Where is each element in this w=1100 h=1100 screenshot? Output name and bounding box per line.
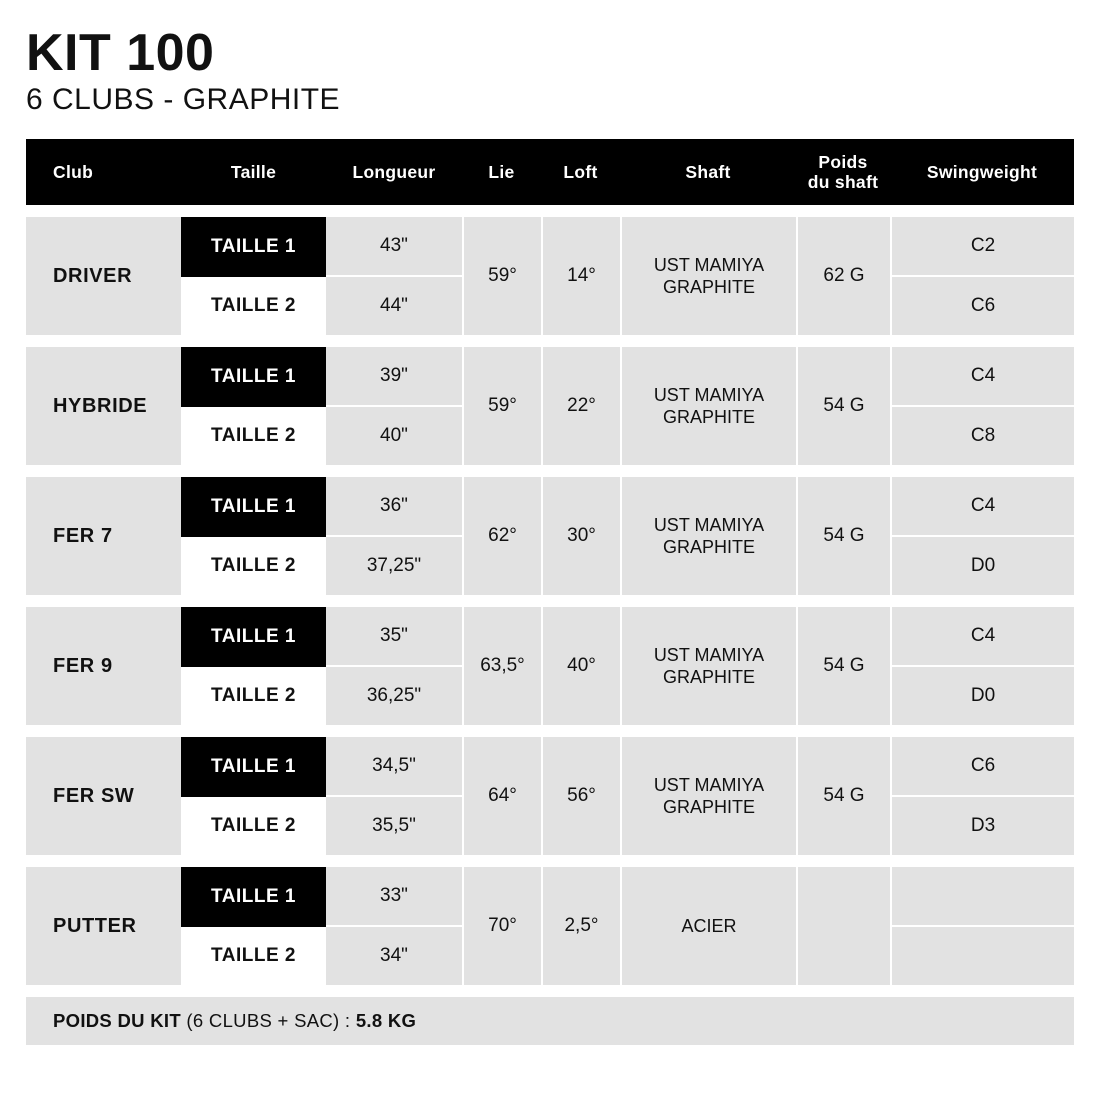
cell-swingweight-2: D3 bbox=[890, 797, 1074, 855]
cell-shaft-line2: GRAPHITE bbox=[662, 667, 755, 688]
cell-shaft-line2: GRAPHITE bbox=[662, 797, 755, 818]
cell-swingweight-2 bbox=[890, 927, 1074, 985]
cell-loft: 22° bbox=[541, 347, 620, 465]
cell-length-1: 33" bbox=[326, 867, 462, 927]
cell-swingweight-1: C6 bbox=[890, 737, 1074, 797]
cell-lie: 59° bbox=[462, 217, 541, 335]
cell-size-2: TAILLE 2 bbox=[181, 277, 326, 335]
cell-lie: 70° bbox=[462, 867, 541, 985]
cell-shaft-weight: 54 G bbox=[796, 477, 890, 595]
cell-swingweight-2: D0 bbox=[890, 667, 1074, 725]
cell-size-2: TAILLE 2 bbox=[181, 537, 326, 595]
cell-shaft-line2: GRAPHITE bbox=[662, 537, 755, 558]
cell-swingweight-1: C4 bbox=[890, 347, 1074, 407]
cell-size-1: TAILLE 1 bbox=[181, 217, 326, 277]
page-title: KIT 100 bbox=[26, 24, 215, 82]
cell-shaft bbox=[620, 867, 796, 985]
kit-weight-footer bbox=[26, 997, 1074, 1045]
page-subtitle: 6 CLUBS - GRAPHITE bbox=[26, 82, 341, 116]
cell-lie: 63,5° bbox=[462, 607, 541, 725]
kit-weight-value: 5.8 KG bbox=[355, 1010, 417, 1032]
cell-shaft-line2: GRAPHITE bbox=[662, 277, 755, 298]
row-spacer bbox=[26, 595, 1074, 607]
cell-length-1: 36" bbox=[326, 477, 462, 537]
cell-lie: 64° bbox=[462, 737, 541, 855]
cell-club: FER 9 bbox=[26, 607, 181, 725]
cell-shaft bbox=[620, 347, 796, 465]
cell-swingweight-1: C2 bbox=[890, 217, 1074, 277]
cell-club: HYBRIDE bbox=[26, 347, 181, 465]
cell-shaft-line1: UST MAMIYA bbox=[653, 774, 765, 795]
cell-length-1: 39" bbox=[326, 347, 462, 407]
cell-length-2: 40" bbox=[326, 407, 462, 465]
table-row bbox=[26, 737, 1074, 797]
cell-size-2: TAILLE 2 bbox=[181, 927, 326, 985]
col-header-club: Club bbox=[53, 162, 94, 183]
cell-lie: 59° bbox=[462, 347, 541, 465]
cell-loft: 40° bbox=[541, 607, 620, 725]
cell-length-1: 35" bbox=[326, 607, 462, 667]
cell-length-2: 36,25" bbox=[326, 667, 462, 725]
cell-shaft-line2: GRAPHITE bbox=[662, 407, 755, 428]
col-header-shaft: Shaft bbox=[685, 162, 731, 183]
cell-swingweight-2: D0 bbox=[890, 537, 1074, 595]
col-header-loft: Loft bbox=[563, 162, 598, 183]
cell-length-2: 35,5" bbox=[326, 797, 462, 855]
cell-loft: 30° bbox=[541, 477, 620, 595]
col-header-lie: Lie bbox=[488, 162, 515, 183]
table-row bbox=[26, 607, 1074, 667]
cell-club: PUTTER bbox=[26, 867, 181, 985]
table-header-row bbox=[26, 139, 1074, 205]
table-row bbox=[26, 477, 1074, 537]
cell-shaft bbox=[620, 737, 796, 855]
cell-length-2: 44" bbox=[326, 277, 462, 335]
cell-swingweight-2: C6 bbox=[890, 277, 1074, 335]
col-header-taille: Taille bbox=[230, 162, 277, 183]
specs-table bbox=[26, 139, 1074, 985]
cell-shaft-weight bbox=[796, 867, 890, 985]
row-spacer bbox=[26, 855, 1074, 867]
cell-length-2: 37,25" bbox=[326, 537, 462, 595]
cell-size-2: TAILLE 2 bbox=[181, 407, 326, 465]
row-spacer bbox=[26, 465, 1074, 477]
cell-lie: 62° bbox=[462, 477, 541, 595]
cell-club: DRIVER bbox=[26, 217, 181, 335]
row-spacer bbox=[26, 725, 1074, 737]
cell-shaft-line1: UST MAMIYA bbox=[653, 384, 765, 405]
cell-size-2: TAILLE 2 bbox=[181, 797, 326, 855]
col-header-poids-line2: du shaft bbox=[807, 172, 879, 193]
cell-shaft-weight: 54 G bbox=[796, 607, 890, 725]
cell-length-1: 34,5" bbox=[326, 737, 462, 797]
cell-shaft-weight: 54 G bbox=[796, 347, 890, 465]
col-header-longueur: Longueur bbox=[352, 162, 436, 183]
cell-swingweight-2: C8 bbox=[890, 407, 1074, 465]
cell-loft: 14° bbox=[541, 217, 620, 335]
table-row bbox=[26, 217, 1074, 277]
cell-shaft-line1: UST MAMIYA bbox=[653, 254, 765, 275]
cell-length-1: 43" bbox=[326, 217, 462, 277]
cell-loft: 56° bbox=[541, 737, 620, 855]
cell-shaft-weight: 62 G bbox=[796, 217, 890, 335]
cell-swingweight-1: C4 bbox=[890, 607, 1074, 667]
cell-size-1: TAILLE 1 bbox=[181, 737, 326, 797]
kit-weight-middle: (6 CLUBS + SAC) : bbox=[180, 1010, 356, 1032]
cell-club: FER SW bbox=[26, 737, 181, 855]
cell-shaft-line1: ACIER bbox=[681, 916, 737, 937]
cell-swingweight-1: C4 bbox=[890, 477, 1074, 537]
cell-length-2: 34" bbox=[326, 927, 462, 985]
row-spacer bbox=[26, 205, 1074, 217]
cell-shaft bbox=[620, 217, 796, 335]
cell-loft: 2,5° bbox=[541, 867, 620, 985]
cell-shaft-weight: 54 G bbox=[796, 737, 890, 855]
cell-club: FER 7 bbox=[26, 477, 181, 595]
col-header-swingweight: Swingweight bbox=[926, 162, 1038, 183]
cell-shaft bbox=[620, 477, 796, 595]
cell-size-1: TAILLE 1 bbox=[181, 607, 326, 667]
cell-size-2: TAILLE 2 bbox=[181, 667, 326, 725]
kit-weight-label: POIDS DU KIT bbox=[53, 1010, 181, 1032]
cell-size-1: TAILLE 1 bbox=[181, 867, 326, 927]
row-spacer bbox=[26, 335, 1074, 347]
cell-shaft-line1: UST MAMIYA bbox=[653, 514, 765, 535]
col-header-poids-du-shaft bbox=[796, 139, 890, 205]
col-header-poids-line1: Poids bbox=[818, 152, 868, 173]
cell-size-1: TAILLE 1 bbox=[181, 347, 326, 407]
table-row bbox=[26, 867, 1074, 927]
cell-shaft bbox=[620, 607, 796, 725]
cell-shaft-line1: UST MAMIYA bbox=[653, 644, 765, 665]
table-row bbox=[26, 347, 1074, 407]
cell-size-1: TAILLE 1 bbox=[181, 477, 326, 537]
cell-swingweight-1 bbox=[890, 867, 1074, 927]
